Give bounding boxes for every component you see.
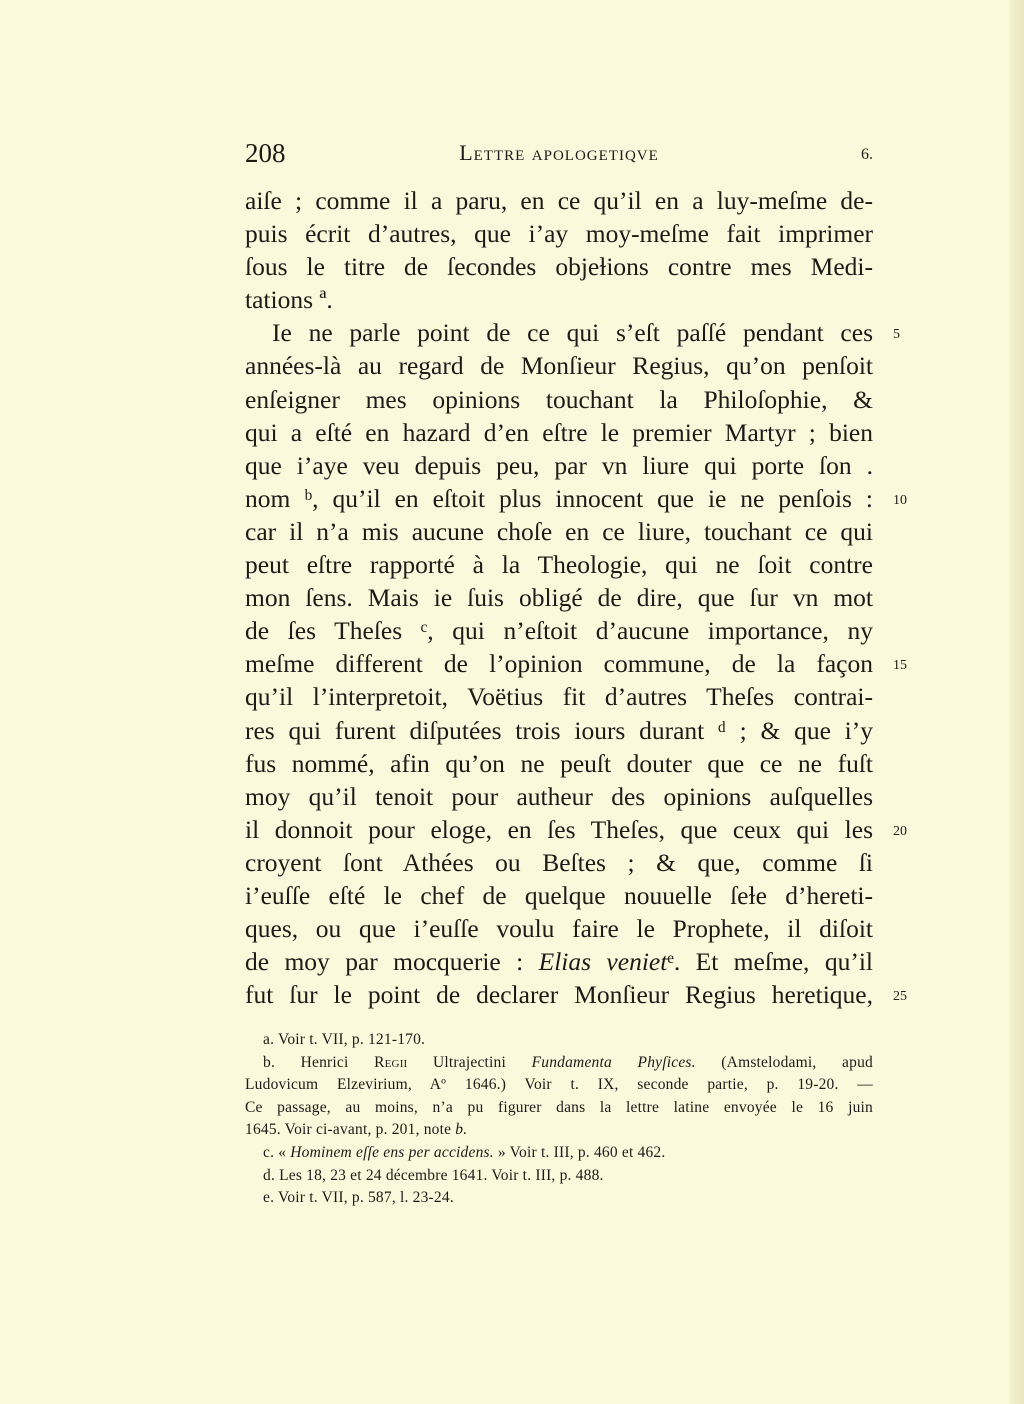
text-line: qui a eſté en hazard d’en eſtre le premier Martyr ; bien xyxy=(245,417,873,447)
footnote-c: c. « Hominem eſſe ens per accidens. » Voir t. III, p. 460 et 462. xyxy=(263,1143,666,1161)
text-line: fus nommé, afin qu’on ne peuſt douter que ce ne fuſt xyxy=(245,748,873,778)
text-line: nom ᵇ, qu’il en eſtoit plus innocent que ie ne penſois : 10 xyxy=(245,482,873,515)
page-number: 208 xyxy=(245,138,286,168)
page-edge xyxy=(1010,0,1024,1404)
text-line: croyent ſont Athées ou Beſtes ; & que, comme ſi xyxy=(245,847,873,877)
italic-quote: Elias veniet xyxy=(538,947,668,977)
running-header xyxy=(245,138,873,174)
line-number: 25 xyxy=(893,989,907,1005)
text-line: années-là au regard de Monſieur Regius, qu’on penſoit xyxy=(245,351,873,381)
body-text xyxy=(245,184,907,1011)
text-line: tations ª. xyxy=(245,285,333,315)
footnote-e: e. Voir t. VII, p. 587, l. 23-24. xyxy=(263,1189,454,1207)
text-line: fut ſur le point de declarer Monſieur Regius heretique, 25 xyxy=(245,978,873,1011)
text-line: moy qu’il tenoit pour autheur des opinions auſquelles xyxy=(245,781,873,811)
text-line: res qui furent diſputées trois iours durant ᵈ ; & que i’y xyxy=(245,715,873,745)
text-line: que i’aye veu depuis peu, par vn liure qui porte ſon . xyxy=(245,450,873,480)
text-line: car il n’a mis aucune choſe en ce liure, touchant ce qui xyxy=(245,516,873,546)
text-line: ſous le titre de ſecondes objeɫions contre mes Medi- xyxy=(245,252,873,282)
text-line: ques, ou que i’euſſe voulu faire le Prophete, il diſoit xyxy=(245,914,873,944)
text-line: puis écrit d’autres, que i’ay moy-meſme fait imprimer xyxy=(245,219,873,249)
text-line: peut eſtre rapporté à la Theologie, qui ne ſoit contre xyxy=(245,550,873,580)
text-line: qu’il l’interpretoit, Voëtius fit d’autres Theſes contrai- xyxy=(245,682,873,712)
text-line: de ſes Theſes ᶜ, qui n’eſtoit d’aucune importance, ny xyxy=(245,616,873,646)
text-line: i’euſſe eſté le chef de quelque nouuelle ſeɫe d’hereti- xyxy=(245,880,873,910)
text-line: meſme different de l’opinion commune, de la façon 15 xyxy=(245,647,873,680)
line-number: 10 xyxy=(893,492,907,508)
text-line: aiſe ; comme il a paru, en ce qu’il en a luy-meſme de- xyxy=(245,186,873,215)
text-line: il donnoit pour eloge, en ſes Theſes, que ceux qui les 20 xyxy=(245,813,873,846)
text-line: enſeigner mes opinions touchant la Philoſophie, & xyxy=(245,384,873,414)
footnote-a: a. Voir t. VII, p. 121-170. xyxy=(263,1031,426,1048)
footnotes xyxy=(245,1029,873,1210)
text-line: Ie ne parle point de ce qui s’eſt paſſé pendant ces 5 xyxy=(245,316,873,349)
text-line: de moy par mocquerie : Elias venietᵉ. Et meſme, qu’il xyxy=(245,947,873,977)
line-number: 5 xyxy=(893,327,900,343)
line-number: 15 xyxy=(893,658,907,674)
text-line: mon ſens. Mais ie ſuis obligé de dire, que ſur vn mot xyxy=(245,583,873,613)
footnote-b: b. Henrici Regii Ultrajectini Fundamenta Phyſices. (Amstelodami, apud Ludovicum Elzevirium, Aº 1646.) Voir t. IX, seconde partie, p. 19-20. — Ce passage, au moins, n’a pu figurer dans la lettre latine envoyée le 16 juin 1645. Voir ci-avant, p. 201, note b. xyxy=(245,1053,873,1139)
chapter-number: 6. xyxy=(861,146,873,163)
line-number: 20 xyxy=(893,823,907,839)
footnote-d: d. Les 18, 23 et 24 décembre 1641. Voir t. III, p. 488. xyxy=(263,1166,604,1184)
running-title: Lettre apologetiqve xyxy=(459,140,659,165)
